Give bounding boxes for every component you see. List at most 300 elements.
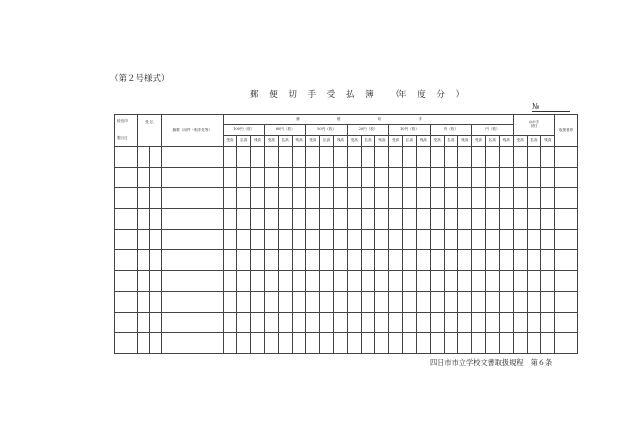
table-cell[interactable] <box>162 250 223 271</box>
table-cell[interactable] <box>162 291 223 312</box>
table-cell[interactable] <box>513 312 527 333</box>
table-cell[interactable] <box>115 167 138 188</box>
table-cell[interactable] <box>292 271 306 292</box>
table-cell[interactable] <box>541 147 555 168</box>
table-cell[interactable] <box>444 147 458 168</box>
table-cell[interactable] <box>223 291 237 312</box>
table-cell[interactable] <box>513 147 527 168</box>
table-cell[interactable] <box>361 188 375 209</box>
table-cell[interactable] <box>403 250 417 271</box>
table-cell[interactable] <box>278 167 292 188</box>
table-cell[interactable] <box>251 188 265 209</box>
table-cell[interactable] <box>251 209 265 230</box>
table-cell[interactable] <box>403 291 417 312</box>
table-cell[interactable] <box>347 250 361 271</box>
table-cell[interactable] <box>416 188 430 209</box>
table-cell[interactable] <box>320 271 334 292</box>
table-cell[interactable] <box>375 271 389 292</box>
table-cell[interactable] <box>375 167 389 188</box>
table-cell[interactable] <box>555 209 578 230</box>
table-cell[interactable] <box>292 229 306 250</box>
table-cell[interactable] <box>251 291 265 312</box>
table-cell[interactable] <box>444 333 458 354</box>
table-cell[interactable] <box>347 271 361 292</box>
postcard-header <box>513 115 554 136</box>
table-cell[interactable] <box>264 333 278 354</box>
table-cell[interactable] <box>430 209 444 230</box>
table-cell[interactable] <box>237 291 251 312</box>
table-cell[interactable] <box>375 333 389 354</box>
table-cell[interactable] <box>347 209 361 230</box>
table-cell[interactable] <box>237 147 251 168</box>
table-cell[interactable] <box>237 333 251 354</box>
table-cell[interactable] <box>334 333 348 354</box>
table-cell[interactable] <box>320 147 334 168</box>
table-cell[interactable] <box>347 312 361 333</box>
table-cell[interactable] <box>472 312 486 333</box>
table-cell[interactable] <box>458 271 472 292</box>
table-cell[interactable] <box>513 209 527 230</box>
table-cell[interactable] <box>137 312 149 333</box>
table-cell[interactable] <box>306 188 320 209</box>
table-cell[interactable] <box>162 167 223 188</box>
table-cell[interactable] <box>292 333 306 354</box>
table-cell[interactable] <box>375 188 389 209</box>
table-cell[interactable] <box>162 312 223 333</box>
table-cell[interactable] <box>292 312 306 333</box>
table-cell[interactable] <box>237 167 251 188</box>
table-cell[interactable] <box>223 271 237 292</box>
table-cell[interactable] <box>513 271 527 292</box>
table-cell[interactable] <box>361 250 375 271</box>
table-cell[interactable] <box>149 167 161 188</box>
table-cell[interactable] <box>472 188 486 209</box>
table-cell[interactable] <box>115 312 138 333</box>
table-cell[interactable] <box>223 250 237 271</box>
table-cell[interactable] <box>306 147 320 168</box>
table-cell[interactable] <box>306 291 320 312</box>
table-cell[interactable] <box>137 167 149 188</box>
table-cell[interactable] <box>541 271 555 292</box>
table-cell[interactable] <box>306 229 320 250</box>
table-cell[interactable] <box>375 209 389 230</box>
table-cell[interactable] <box>389 271 403 292</box>
table-cell[interactable] <box>541 209 555 230</box>
table-cell[interactable] <box>485 147 499 168</box>
table-cell[interactable] <box>555 291 578 312</box>
table-cell[interactable] <box>115 229 138 250</box>
table-cell[interactable] <box>416 209 430 230</box>
sub-column-header: 受高 <box>264 136 278 147</box>
table-cell[interactable] <box>555 271 578 292</box>
table-cell[interactable] <box>499 167 513 188</box>
sub-column-header: 残高 <box>375 136 389 147</box>
table-cell[interactable] <box>137 250 149 271</box>
table-cell[interactable] <box>416 291 430 312</box>
table-cell[interactable] <box>499 229 513 250</box>
table-cell[interactable] <box>149 271 161 292</box>
table-cell[interactable] <box>458 333 472 354</box>
table-cell[interactable] <box>389 312 403 333</box>
table-cell[interactable] <box>251 167 265 188</box>
table-cell[interactable] <box>115 250 138 271</box>
table-cell[interactable] <box>472 147 486 168</box>
table-cell[interactable] <box>306 271 320 292</box>
table-cell[interactable] <box>444 167 458 188</box>
table-cell[interactable] <box>541 333 555 354</box>
table-cell[interactable] <box>513 333 527 354</box>
table-cell[interactable] <box>334 312 348 333</box>
table-cell[interactable] <box>137 188 149 209</box>
table-cell[interactable] <box>375 312 389 333</box>
denomination-header: 円（枚） <box>472 125 514 136</box>
table-cell[interactable] <box>137 291 149 312</box>
table-cell[interactable] <box>430 167 444 188</box>
table-cell[interactable] <box>334 167 348 188</box>
table-cell[interactable] <box>223 229 237 250</box>
table-cell[interactable] <box>513 291 527 312</box>
sub-column-header: 残高 <box>499 136 513 147</box>
table-cell[interactable] <box>527 167 541 188</box>
table-cell[interactable] <box>278 229 292 250</box>
table-cell[interactable] <box>320 333 334 354</box>
table-cell[interactable] <box>541 291 555 312</box>
table-cell[interactable] <box>149 209 161 230</box>
table-cell[interactable] <box>320 250 334 271</box>
table-cell[interactable] <box>137 333 149 354</box>
table-cell[interactable] <box>389 167 403 188</box>
table-cell[interactable] <box>555 167 578 188</box>
table-cell[interactable] <box>555 333 578 354</box>
table-cell[interactable] <box>375 291 389 312</box>
table-cell[interactable] <box>320 209 334 230</box>
table-cell[interactable] <box>499 333 513 354</box>
table-cell[interactable] <box>555 312 578 333</box>
table-cell[interactable] <box>162 209 223 230</box>
table-cell[interactable] <box>361 271 375 292</box>
table-cell[interactable] <box>347 147 361 168</box>
table-cell[interactable] <box>264 188 278 209</box>
table-cell[interactable] <box>361 147 375 168</box>
table-cell[interactable] <box>162 188 223 209</box>
table-cell[interactable] <box>237 312 251 333</box>
table-cell[interactable] <box>115 291 138 312</box>
table-cell[interactable] <box>264 147 278 168</box>
table-cell[interactable] <box>334 271 348 292</box>
table-cell[interactable] <box>472 250 486 271</box>
table-cell[interactable] <box>499 312 513 333</box>
table-cell[interactable] <box>361 229 375 250</box>
table-cell[interactable] <box>555 188 578 209</box>
table-cell[interactable] <box>115 209 138 230</box>
table-cell[interactable] <box>251 333 265 354</box>
table-cell[interactable] <box>223 167 237 188</box>
table-cell[interactable] <box>416 167 430 188</box>
table-cell[interactable] <box>334 209 348 230</box>
table-cell[interactable] <box>472 209 486 230</box>
table-cell[interactable] <box>347 167 361 188</box>
table-cell[interactable] <box>347 229 361 250</box>
table-cell[interactable] <box>320 312 334 333</box>
table-cell[interactable] <box>444 291 458 312</box>
table-cell[interactable] <box>264 271 278 292</box>
table-cell[interactable] <box>361 167 375 188</box>
table-cell[interactable] <box>472 271 486 292</box>
table-cell[interactable] <box>149 188 161 209</box>
table-cell[interactable] <box>444 209 458 230</box>
table-cell[interactable] <box>237 209 251 230</box>
table-cell[interactable] <box>527 250 541 271</box>
table-cell[interactable] <box>292 250 306 271</box>
table-cell[interactable] <box>278 291 292 312</box>
table-cell[interactable] <box>334 291 348 312</box>
table-cell[interactable] <box>527 271 541 292</box>
table-cell[interactable] <box>499 291 513 312</box>
table-cell[interactable] <box>251 271 265 292</box>
table-cell[interactable] <box>251 229 265 250</box>
table-cell[interactable] <box>513 250 527 271</box>
table-cell[interactable] <box>137 271 149 292</box>
table-cell[interactable] <box>347 291 361 312</box>
table-cell[interactable] <box>292 167 306 188</box>
table-cell[interactable] <box>251 250 265 271</box>
table-cell[interactable] <box>513 167 527 188</box>
table-cell[interactable] <box>264 167 278 188</box>
table-cell[interactable] <box>555 229 578 250</box>
table-cell[interactable] <box>361 312 375 333</box>
table-cell[interactable] <box>162 147 223 168</box>
table-cell[interactable] <box>320 229 334 250</box>
table-cell[interactable] <box>430 147 444 168</box>
table-cell[interactable] <box>458 250 472 271</box>
table-cell[interactable] <box>430 271 444 292</box>
table-cell[interactable] <box>278 188 292 209</box>
table-cell[interactable] <box>430 291 444 312</box>
table-cell[interactable] <box>334 229 348 250</box>
table-cell[interactable] <box>444 250 458 271</box>
table-cell[interactable] <box>237 229 251 250</box>
table-cell[interactable] <box>430 333 444 354</box>
table-cell[interactable] <box>334 188 348 209</box>
table-cell[interactable] <box>444 229 458 250</box>
table-cell[interactable] <box>264 209 278 230</box>
table-cell[interactable] <box>292 209 306 230</box>
table-cell[interactable] <box>278 250 292 271</box>
table-cell[interactable] <box>499 271 513 292</box>
table-cell[interactable] <box>264 312 278 333</box>
table-cell[interactable] <box>278 209 292 230</box>
table-cell[interactable] <box>149 229 161 250</box>
table-cell[interactable] <box>430 312 444 333</box>
table-cell[interactable] <box>403 147 417 168</box>
table-cell[interactable] <box>306 312 320 333</box>
table-cell[interactable] <box>115 333 138 354</box>
table-cell[interactable] <box>278 271 292 292</box>
table-cell[interactable] <box>334 250 348 271</box>
table-cell[interactable] <box>444 312 458 333</box>
table-cell[interactable] <box>223 209 237 230</box>
table-cell[interactable] <box>292 291 306 312</box>
table-cell[interactable] <box>458 188 472 209</box>
table-cell[interactable] <box>527 147 541 168</box>
table-cell[interactable] <box>527 229 541 250</box>
table-cell[interactable] <box>513 188 527 209</box>
table-cell[interactable] <box>458 291 472 312</box>
table-cell[interactable] <box>115 147 138 168</box>
table-cell[interactable] <box>223 312 237 333</box>
table-cell[interactable] <box>541 167 555 188</box>
table-cell[interactable] <box>416 147 430 168</box>
table-cell[interactable] <box>403 333 417 354</box>
table-cell[interactable] <box>223 333 237 354</box>
table-cell[interactable] <box>444 271 458 292</box>
table-cell[interactable] <box>278 333 292 354</box>
table-cell[interactable] <box>485 333 499 354</box>
table-cell[interactable] <box>389 291 403 312</box>
table-cell[interactable] <box>149 312 161 333</box>
table-cell[interactable] <box>485 188 499 209</box>
table-cell[interactable] <box>306 333 320 354</box>
table-cell[interactable] <box>403 229 417 250</box>
sub-column-header: 払高 <box>403 136 417 147</box>
table-cell[interactable] <box>416 333 430 354</box>
table-cell[interactable] <box>541 229 555 250</box>
table-cell[interactable] <box>334 147 348 168</box>
table-cell[interactable] <box>472 291 486 312</box>
table-cell[interactable] <box>499 188 513 209</box>
table-cell[interactable] <box>320 291 334 312</box>
table-cell[interactable] <box>458 312 472 333</box>
table-cell[interactable] <box>320 188 334 209</box>
table-cell[interactable] <box>389 229 403 250</box>
table-cell[interactable] <box>485 291 499 312</box>
table-cell[interactable] <box>541 188 555 209</box>
table-cell[interactable] <box>264 291 278 312</box>
table-cell[interactable] <box>361 291 375 312</box>
table-cell[interactable] <box>389 188 403 209</box>
table-cell[interactable] <box>375 250 389 271</box>
table-cell[interactable] <box>485 167 499 188</box>
table-cell[interactable] <box>499 147 513 168</box>
table-cell[interactable] <box>278 147 292 168</box>
table-cell[interactable] <box>430 250 444 271</box>
table-cell[interactable] <box>162 271 223 292</box>
table-cell[interactable] <box>149 333 161 354</box>
table-cell[interactable] <box>149 291 161 312</box>
table-cell[interactable] <box>527 312 541 333</box>
table-cell[interactable] <box>485 271 499 292</box>
table-cell[interactable] <box>403 312 417 333</box>
table-cell[interactable] <box>306 250 320 271</box>
table-cell[interactable] <box>223 147 237 168</box>
table-cell[interactable] <box>541 250 555 271</box>
table-cell[interactable] <box>444 188 458 209</box>
table-cell[interactable] <box>485 312 499 333</box>
table-cell[interactable] <box>361 333 375 354</box>
table-cell[interactable] <box>115 188 138 209</box>
table-cell[interactable] <box>375 229 389 250</box>
table-cell[interactable] <box>251 312 265 333</box>
table-cell[interactable] <box>416 312 430 333</box>
table-cell[interactable] <box>149 250 161 271</box>
table-cell[interactable] <box>292 147 306 168</box>
table-cell[interactable] <box>555 147 578 168</box>
table-cell[interactable] <box>237 188 251 209</box>
table-cell[interactable] <box>430 188 444 209</box>
table-cell[interactable] <box>389 250 403 271</box>
table-cell[interactable] <box>115 271 138 292</box>
table-cell[interactable] <box>458 229 472 250</box>
table-cell[interactable] <box>389 209 403 230</box>
table-cell[interactable] <box>458 209 472 230</box>
table-cell[interactable] <box>292 188 306 209</box>
table-cell[interactable] <box>389 147 403 168</box>
table-cell[interactable] <box>430 229 444 250</box>
table-cell[interactable] <box>472 333 486 354</box>
table-cell[interactable] <box>458 147 472 168</box>
table-cell[interactable] <box>499 250 513 271</box>
table-cell[interactable] <box>527 209 541 230</box>
table-cell[interactable] <box>472 229 486 250</box>
table-cell[interactable] <box>237 250 251 271</box>
table-cell[interactable] <box>264 250 278 271</box>
table-cell[interactable] <box>251 147 265 168</box>
table-cell[interactable] <box>137 209 149 230</box>
table-cell[interactable] <box>237 271 251 292</box>
table-cell[interactable] <box>416 229 430 250</box>
table-cell[interactable] <box>485 250 499 271</box>
table-cell[interactable] <box>527 333 541 354</box>
table-cell[interactable] <box>137 229 149 250</box>
table-cell[interactable] <box>541 312 555 333</box>
table-row <box>115 333 578 354</box>
table-cell[interactable] <box>513 229 527 250</box>
table-cell[interactable] <box>306 209 320 230</box>
table-cell[interactable] <box>361 209 375 230</box>
table-cell[interactable] <box>485 209 499 230</box>
table-cell[interactable] <box>223 188 237 209</box>
table-cell[interactable] <box>499 209 513 230</box>
table-cell[interactable] <box>162 229 223 250</box>
table-cell[interactable] <box>306 167 320 188</box>
sub-column-header: 残高 <box>458 136 472 147</box>
table-cell[interactable] <box>264 229 278 250</box>
table-cell[interactable] <box>347 333 361 354</box>
table-cell[interactable] <box>485 229 499 250</box>
sub-column-header: 残高 <box>292 136 306 147</box>
table-cell[interactable] <box>416 250 430 271</box>
table-cell[interactable] <box>527 291 541 312</box>
table-cell[interactable] <box>403 188 417 209</box>
table-cell[interactable] <box>458 167 472 188</box>
table-cell[interactable] <box>149 147 161 168</box>
table-cell[interactable] <box>403 271 417 292</box>
table-cell[interactable] <box>403 167 417 188</box>
table-cell[interactable] <box>389 333 403 354</box>
table-cell[interactable] <box>320 167 334 188</box>
table-cell[interactable] <box>375 147 389 168</box>
table-cell[interactable] <box>347 188 361 209</box>
table-cell[interactable] <box>137 147 149 168</box>
table-cell[interactable] <box>403 209 417 230</box>
table-cell[interactable] <box>555 250 578 271</box>
table-cell[interactable] <box>162 333 223 354</box>
table-cell[interactable] <box>416 271 430 292</box>
denomination-header: 50円（枚） <box>306 125 347 136</box>
table-cell[interactable] <box>472 167 486 188</box>
table-cell[interactable] <box>527 188 541 209</box>
table-cell[interactable] <box>278 312 292 333</box>
